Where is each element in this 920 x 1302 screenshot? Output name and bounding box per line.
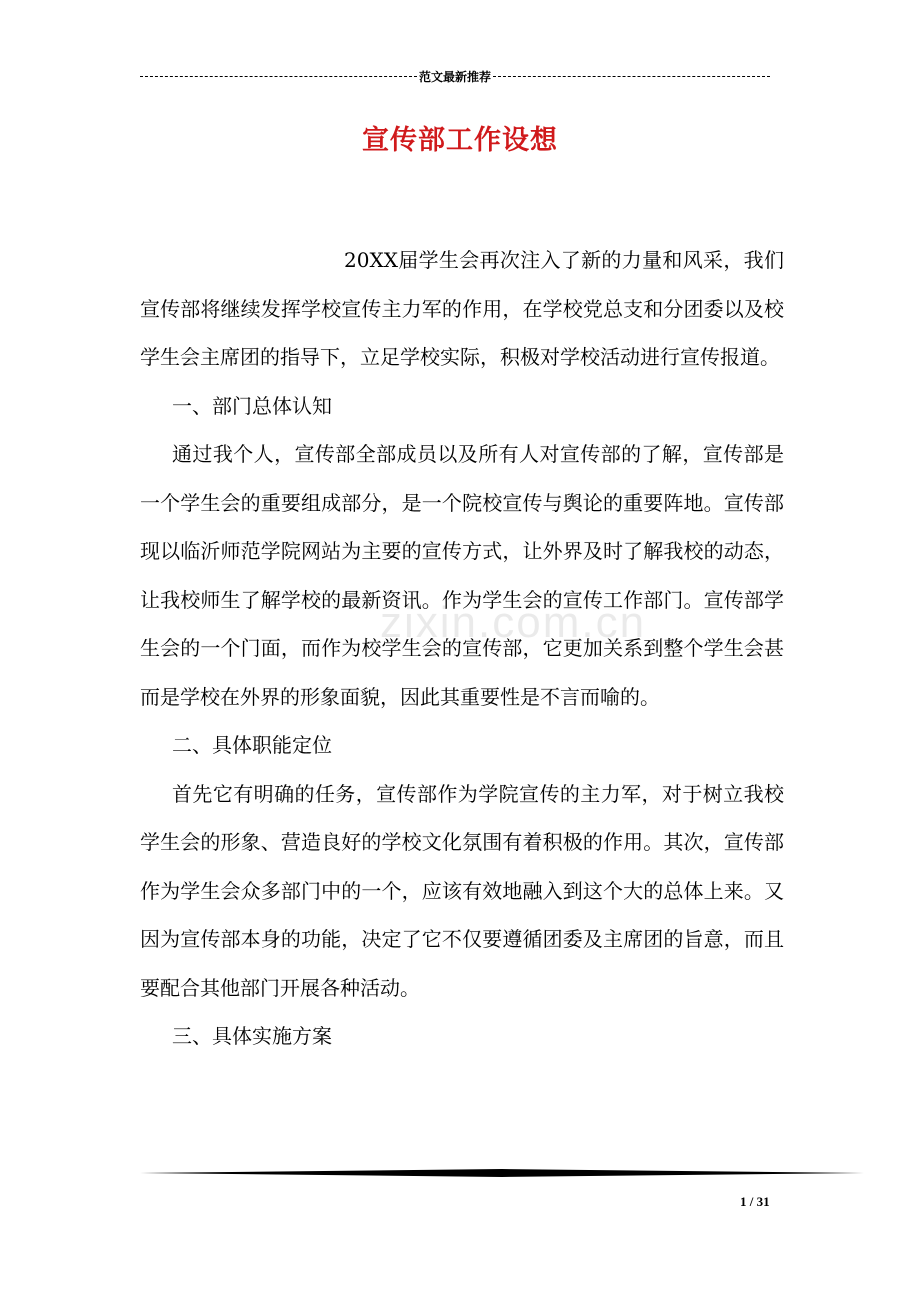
- footer-rule: [140, 1169, 864, 1177]
- page-number: 1 / 31: [740, 1194, 770, 1209]
- section-paragraph-1: 通过我个人，宣传部全部成员以及所有人对宣传部的了解，宣传部是一个学生会的重要组成部分，是一个院校宣传与舆论的重要阵地。宣传部现以临沂师范学院网站为主要的宣传方式，让外界及时了解我校的动态，让我校师生了解学校的最新资讯。作为学生会的宣传工作部门。宣传部学生会的一个门面，而作为校学生会的宣传部，它更加关系到整个学生会甚而是学校在外界的形象面貌，因此其重要性是不言而喻的。: [140, 442, 784, 709]
- intro-paragraph: 20XX届学生会再次注入了新的力量和风采，我们宣传部将继续发挥学校宣传主力军的作用，在学校党总支和分团委以及校学生会主席团的指导下，立足学校实际，积极对学校活动进行宣传报道。: [140, 248, 784, 369]
- document-title: 宣传部工作设想: [362, 125, 558, 156]
- section-heading-3: 三、具体实施方案: [172, 1024, 332, 1048]
- header-dash-right: [493, 76, 770, 77]
- section-heading-2: 二、具体职能定位: [172, 733, 332, 757]
- section-paragraph-2: 首先它有明确的任务，宣传部作为学院宣传的主力军，对于树立我校学生会的形象、营造良好的学校文化氛围有着积极的作用。其次，宣传部作为学生会众多部门中的一个，应该有效地融入到这个大的总体上来。又因为宣传部本身的功能，决定了它不仅要遵循团委及主席团的旨意，而且要配合其他部门开展各种活动。: [140, 781, 784, 1000]
- section-heading-1: 一、部门总体认知: [172, 393, 332, 418]
- watermark: zixin.com.cn: [380, 598, 647, 647]
- header-dash-left: [140, 76, 417, 77]
- header-text: 范文最新推荐: [419, 69, 492, 84]
- page-header: [140, 66, 770, 86]
- document-body: [140, 236, 784, 1061]
